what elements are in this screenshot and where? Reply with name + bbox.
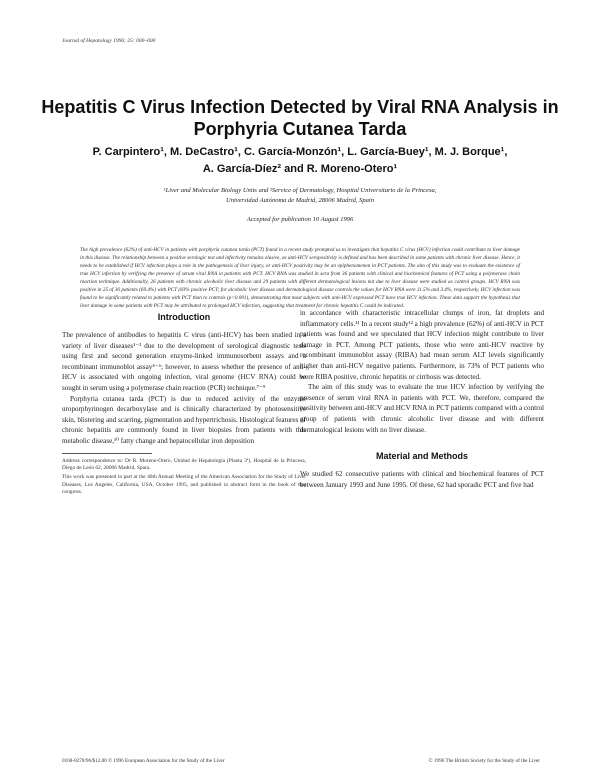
copyright-line: © 1996 The British Society for the Study of the Liver [428,758,540,764]
intro-paragraph-1: The prevalence of antibodies to hepatitis C virus (anti-HCV) has been studied in a variety of liver diseases¹⁻³ due to the development of serological diagnostic tests using first and second generation enzyme-linked immunosorbent assays and a recombinant immunoblot assay⁴⁻⁶; however, to assess whether the presence of anti-HCV is associated with ongoing infection, viral genome (HCV RNA) could be sought in serum using a polymerase chain reaction (PCR) technique.⁷⁻⁹ [62,331,306,392]
left-column [62,308,306,499]
right-paragraph-1: in accordance with characteristic intracellular clumps of iron, fat droplets and inflammatory cells.¹¹ In a recent study¹² a high prevalence (62%) of anti-HCV in PCT patients was found and we speculated that HCV infection might contribute to liver damage in PCT. Among PCT patients, those who were anti-HCV reactive by recombinant immunoblot assay (RIBA) had mean serum ALT levels significantly higher than anti-HCV negative patients. Furthermore, in 73% of PCT patients who were RIBA positive, chronic hepatitis or cirrhosis was detected. [300,309,544,381]
right-column [300,308,544,490]
article-title [40,96,560,140]
abstract: The high prevalence (62%) of anti-HCV in patients with porphyria cutanea tarda (PCT) found in a recent study prompted us to investigate that hepatitis C virus (HCV) infection could contribute to liver damage in this disease. The relationship between a positive serologic test and infectivity remains elusive, as anti-HCV seropositivity is defined and has been described in some patients with chronic liver disease. Hence, it needs to be established if HCV infection plays a role in the pathogenesis of liver injury, or anti-HCV positivity may be an epiphenomenon in PCT patients. The aim of this study was to evaluate the existence of true HCV infection by verifying the presence of serum viral RNA in patients with PCT. HCV RNA was studied in sera from 36 patients with clinical and biochemical features of PCT using a polymerase chain reaction technique. Additionally, 26 patients with chronic alcoholic liver disease and 29 patients with different dermatological lesions not due to liver disease were studied as control groups. HCV RNA was positive in 25 of 36 patients (69.4%) with PCT (83% positive PCT; for alcoholic liver disease and dermatological disease controls the values for HCV RNA were 11.5% and 3.4%, respectively. HCV infection was found to be significantly related to patients with PCT than to controls (p<0.001), demonstrating that most subjects with anti-HCV expressed PCT have true HCV infection. These data support the hypothesis that liver damage in some patients with PCT may be attributed to prolonged HCV infection, suggesting that treatment for chronic hepatitis C could be indicated. [80,247,520,310]
right-paragraph-2: The aim of this study was to evaluate the true HCV infection by verifying the presence of serum viral RNA in patients with PCT. We, therefore, compared the positivity between anti-HCV and HCV RNA in PCT patients compared with a control group of patients with chronic alcoholic liver disease and with different dermatological lesions with no liver disease. [300,383,544,434]
intro-paragraph-2: Porphyria cutanea tarda (PCT) is due to reduced activity of the enzyme uroporphyrinogen decarboxylase and is clinically characterized by photosensitive skin, blistering and scarring, pigmentation and hypertrichosis. Histological features of chronic hepatitis are commonly found in liver biopsies from patients with this metabolic disease,¹⁰ fatty change and hepatocellular iron deposition [62,394,306,445]
title-line-2: Porphyria Cutanea Tarda [193,119,407,139]
author-list [40,144,560,178]
affiliation-line-1: ¹Liver and Molecular Biology Units and ²Service of Dermatology, Hospital Universitario de la Princesa, [163,187,437,194]
title-line-1: Hepatitis C Virus Infection Detected by Viral RNA Analysis in [41,97,559,117]
footnote-presentation: This work was presented in part at the 46th Annual Meeting of the American Association for the Study of Liver Diseases, Los Angeles, California, USA, October 1995, and published in abstract form in the book of that congress. [62,474,306,496]
authors-line-2: A. García-Díez² and R. Moreno-Otero¹ [202,163,398,175]
introduction-heading: Introduction [157,312,211,322]
footnote-divider [62,453,152,454]
issn-line: 0168-8278/96/$12.00 © 1996 European Association for the Study of the Liver [62,758,225,764]
journal-reference: Journal of Hepatology 1996; 25: 000–000 [62,38,156,44]
accepted-date: Accepted for publication 10 August 1996 [246,216,354,223]
section-gap [300,435,544,447]
affiliations [70,186,530,206]
affiliation-line-2: Universidad Autónoma de Madrid, 28006 Madrid, Spain [226,197,374,204]
methods-paragraph-1: We studied 62 consecutive patients with clinical and biochemical features of PCT between January 1993 and June 1995. Of these, 62 had sporadic PCT and five had [300,470,544,489]
methods-heading: Material and Methods [375,451,468,462]
footnote-correspondence: Address correspondence to: Dr R. Moreno-Otero, Unidad de Hepatología (Planta 3ª), Hospital de la Princesa, Diego de León 62, 28006 Madrid, Spain. [62,457,306,471]
authors-line-1: P. Carpintero¹, M. DeCastro¹, C. García-Monzón¹, L. García-Buey¹, M. J. Borque¹, [92,146,508,158]
